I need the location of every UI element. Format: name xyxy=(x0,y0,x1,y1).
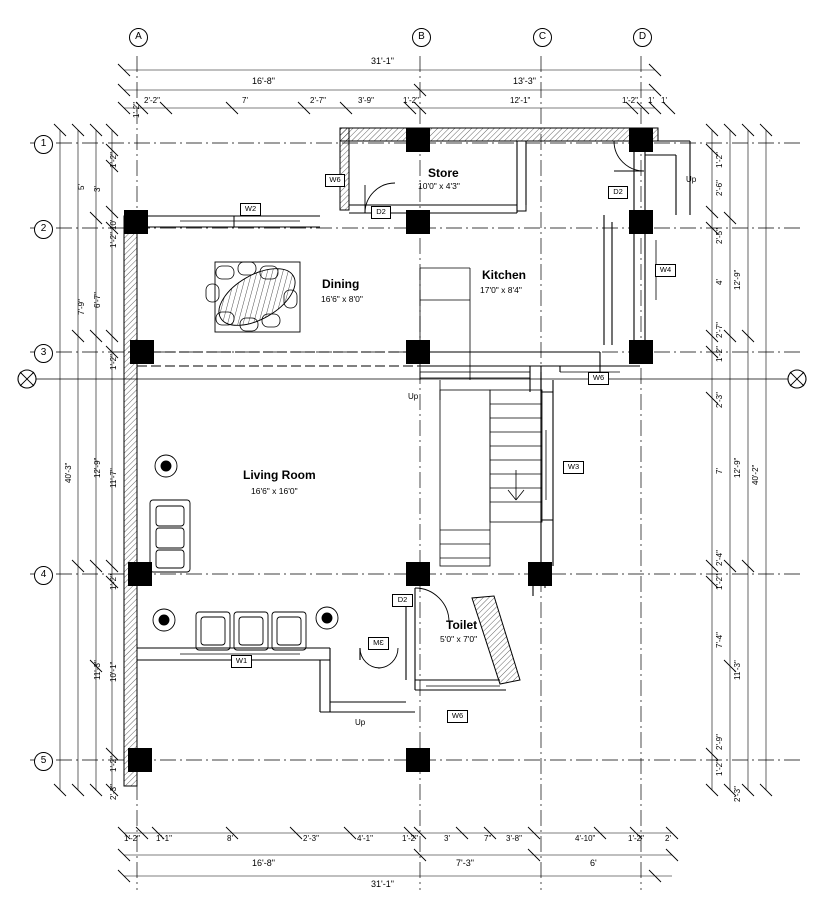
room-size-living-room: 16'6" x 16'0" xyxy=(251,486,298,496)
dim-top-d4: 3'-9" xyxy=(358,96,374,105)
dim-top-d6: 12'-1" xyxy=(510,96,531,105)
dim-right-16: 1'-2" xyxy=(715,760,724,776)
dim-left-13: 11'-3" xyxy=(93,660,102,680)
dim-left-5: 6'-7" xyxy=(93,292,102,308)
dim-left-9: 12'-9" xyxy=(93,457,102,478)
door-tag-d2-store[interactable]: D2 xyxy=(371,206,391,219)
dim-left-10: 40'-3" xyxy=(64,462,73,483)
window-tag-w6-bottom[interactable]: W6 xyxy=(447,710,468,723)
door-tag-d2-toilet[interactable]: D2 xyxy=(392,594,413,607)
stair-up-mark-top: Up xyxy=(686,175,697,184)
grid-bubble-1[interactable]: 1 xyxy=(34,135,53,154)
stair-up-mark-middle: Up xyxy=(408,392,419,401)
dim-bottom-d5: 1'-2" xyxy=(402,834,418,843)
dim-bottom-d6: 3' xyxy=(444,834,450,843)
grid-bubble-b[interactable]: B xyxy=(412,28,431,47)
dim-left-12: 10'-1" xyxy=(109,661,118,682)
room-label-kitchen: Kitchen xyxy=(482,268,527,282)
dim-top-d5: 1'-2" xyxy=(403,96,419,105)
window-tag-w1[interactable]: W1 xyxy=(231,655,252,668)
dim-left-0: 1'-2" xyxy=(109,152,118,168)
dim-right-14: 11'-3" xyxy=(733,660,742,680)
dim-right-9: 12'-9" xyxy=(733,457,742,478)
dim-right-15: 2'-9" xyxy=(715,734,724,750)
dim-right-11: 2'-4" xyxy=(715,550,724,566)
grid-bubble-5[interactable]: 5 xyxy=(34,752,53,771)
dim-top-d7: 1'-2" xyxy=(622,96,638,105)
grid-bubble-2[interactable]: 2 xyxy=(34,220,53,239)
door-tag-me[interactable]: MƐ xyxy=(368,637,389,650)
room-size-toilet: 5'0" x 7'0" xyxy=(440,634,478,644)
dim-bottom-d0: 1'-2" xyxy=(124,834,140,843)
room-label-store: Store xyxy=(428,166,459,180)
dim-bottom-d9: 4'-10" xyxy=(575,834,596,843)
dim-top-d2: 7' xyxy=(242,96,248,105)
window-tag-w3[interactable]: W3 xyxy=(563,461,584,474)
dim-bottom-d2: 8' xyxy=(227,834,233,843)
window-tag-w6-store[interactable]: W6 xyxy=(325,174,345,187)
dim-right-10: 40'-2" xyxy=(751,464,760,485)
dim-right-12: 1'-2" xyxy=(715,574,724,590)
dim-bottom-d11: 2' xyxy=(665,834,671,843)
grid-bubble-3[interactable]: 3 xyxy=(34,344,53,363)
dim-left-3: 1'-2" xyxy=(109,232,118,248)
dim-right-17: 2'-3" xyxy=(733,786,742,802)
dim-bottom-inner-0: 16'-8" xyxy=(252,858,275,868)
dim-bottom-d4: 4'-1" xyxy=(357,834,373,843)
window-tag-w4[interactable]: W4 xyxy=(655,264,676,277)
dim-left-15: 1'-2" xyxy=(109,756,118,772)
room-size-dining: 16'6" x 8'0" xyxy=(321,294,363,304)
dim-left-11: 1'-2" xyxy=(109,574,118,590)
room-size-store: 10'0" x 4'3" xyxy=(418,181,460,191)
dim-top-d0: 1'-2" xyxy=(132,102,141,118)
dim-left-2: 5' xyxy=(77,184,86,190)
door-tag-d2-entry[interactable]: D2 xyxy=(608,186,628,199)
dim-top-d3: 2'-7" xyxy=(310,96,326,105)
dim-left-4: 10' xyxy=(109,219,118,230)
dim-left-8: 11'-7" xyxy=(109,468,118,488)
window-tag-w2[interactable]: W2 xyxy=(240,203,261,216)
room-label-living-room: Living Room xyxy=(243,468,316,482)
dim-left-6: 7'-9" xyxy=(77,299,86,315)
dim-left-14: 2'-3" xyxy=(109,784,118,800)
dim-top-d9: 1' xyxy=(661,96,667,105)
grid-bubble-c[interactable]: C xyxy=(533,28,552,47)
room-size-kitchen: 17'0" x 8'4" xyxy=(480,285,522,295)
dim-left-7: 1'-2" xyxy=(109,354,118,370)
dim-top-overall: 31'-1" xyxy=(371,56,394,66)
dim-right-13: 7'-4" xyxy=(715,632,724,648)
grid-bubble-d[interactable]: D xyxy=(633,28,652,47)
room-label-toilet: Toilet xyxy=(446,618,478,632)
dim-bottom-d7: 7" xyxy=(484,834,492,843)
dim-top-d8: 1' xyxy=(648,96,654,105)
dim-bottom-d8: 3'-8" xyxy=(506,834,522,843)
dim-right-0: 1'-2" xyxy=(715,152,724,168)
dim-bottom-inner-1: 7'-3" xyxy=(456,858,474,868)
dim-right-2: 2'-5" xyxy=(715,228,724,244)
dim-right-3: 12'-9" xyxy=(733,269,742,290)
grid-bubble-4[interactable]: 4 xyxy=(34,566,53,585)
dim-bottom-d1: 1'-1" xyxy=(156,834,172,843)
dim-bottom-overall: 31'-1" xyxy=(371,879,394,889)
dim-right-7: 2'-3" xyxy=(715,392,724,408)
dim-right-6: 1'-2" xyxy=(715,346,724,362)
dim-top-right-span: 13'-3" xyxy=(513,76,536,86)
stair-up-mark-bottom: Up xyxy=(355,718,366,727)
dim-left-1: 3' xyxy=(93,186,102,192)
dim-bottom-d3: 2'-3" xyxy=(303,834,319,843)
dim-right-8: 7' xyxy=(715,468,724,474)
dim-right-1: 2'-6" xyxy=(715,180,724,196)
dim-top-left-span: 16'-8" xyxy=(252,76,275,86)
dim-right-4: 4' xyxy=(715,279,724,285)
window-tag-w6-kitchen[interactable]: W6 xyxy=(588,372,609,385)
room-label-dining: Dining xyxy=(322,277,360,291)
dim-top-d1: 2'-2" xyxy=(144,96,160,105)
dim-bottom-d10: 1'-2" xyxy=(628,834,644,843)
dim-right-5: 2'-7" xyxy=(715,322,724,338)
grid-bubble-a[interactable]: A xyxy=(129,28,148,47)
dim-bottom-inner-2: 6' xyxy=(590,858,597,868)
